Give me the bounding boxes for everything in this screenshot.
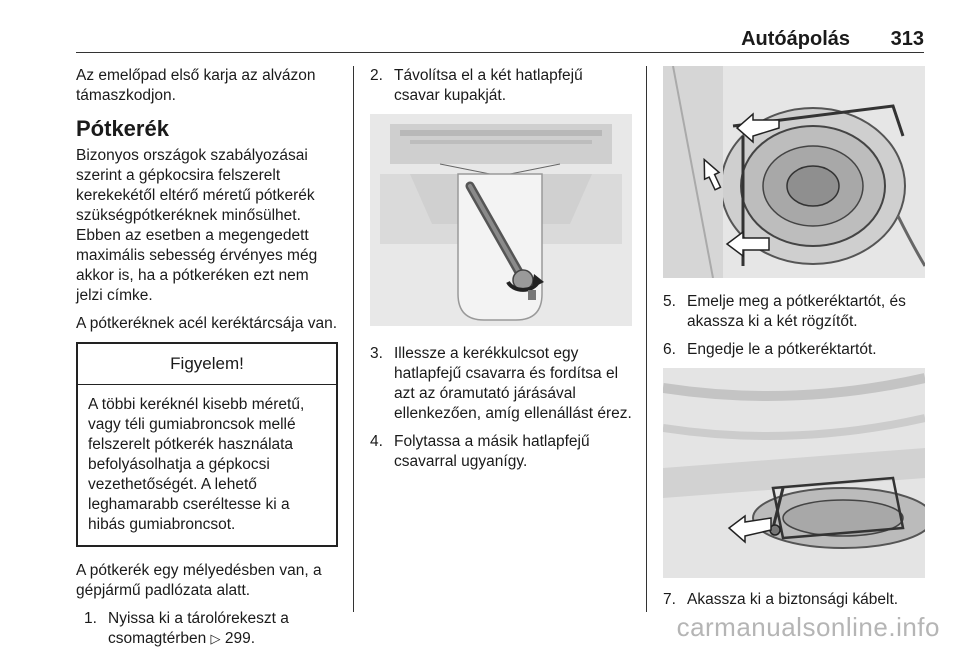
section-heading: Pótkerék	[76, 116, 169, 141]
location-paragraph: A pótkerék egy mélyedésben van, a gépjármű padlózata alatt.	[76, 562, 322, 599]
page-number: 313	[890, 28, 924, 50]
column-3	[663, 66, 925, 618]
spare-wheel-paragraph: Bizonyos országok szabályozásai szerint a gépkocsira felszerelt kerekekétől eltérő méretű pótkerék szükségpótkeréknek minősülhet. Ebben az esetben a megengedett maximális sebesség érvényes még akkor is, ha a pótkeréken ezt nem jelzi címke.	[76, 147, 318, 304]
column-divider-2	[646, 66, 647, 612]
step-3	[370, 344, 632, 424]
page-ref-arrow-icon: ▷	[210, 632, 221, 647]
section-title: Autóápolás	[741, 28, 850, 50]
column-divider-1	[353, 66, 354, 612]
step-number: 6.	[663, 341, 676, 358]
step-text: Akassza ki a biztonsági kábelt.	[687, 591, 899, 608]
step-text: Nyissa ki a tárolórekeszt a csomagtérben ▷ 299.	[108, 610, 289, 647]
step-text: Engedje le a pótkeréktartót.	[687, 341, 877, 358]
step-text: Távolítsa el a két hatlapfejű csavar kupakját.	[394, 67, 583, 104]
warning-title: Figyelem!	[78, 344, 336, 385]
safety-cable-illustration	[663, 368, 925, 578]
step-number: 5.	[663, 293, 676, 310]
page-reference-link[interactable]: 299.	[224, 630, 256, 647]
column-1	[76, 66, 338, 658]
watermark: carmanualsonline.info	[676, 612, 940, 642]
step-1	[76, 609, 338, 650]
step-number: 1.	[84, 610, 97, 627]
step-text: Illessze a kerékkulcsot egy hatlapfejű csavarra és fordítsa el azt az óramutató járásával ellenkezően, amíg ellenállást érez.	[394, 345, 632, 422]
intro-text: Az emelőpad első karja az alvázon támaszkodjon.	[76, 67, 316, 104]
step-number: 7.	[663, 591, 676, 608]
spare-wheel-carrier-illustration	[663, 66, 925, 278]
step-number: 4.	[370, 433, 383, 450]
steel-rim-paragraph: A pótkeréknek acél keréktárcsája van.	[76, 315, 338, 332]
step-4	[370, 432, 632, 472]
step-number: 2.	[370, 67, 383, 84]
warning-body: A többi keréknél kisebb méretű, vagy téli gumiabroncsok mellé felszerelt pótkerék használata befolyásolhatja a gépkocsi vezethetőségét. A lehető leghamarabb cseréltesse ki a hibás gumiabroncsot.	[88, 396, 305, 533]
step-text: Emelje meg a pótkeréktartót, és akassza ki a két rögzítőt.	[687, 293, 906, 330]
header-divider	[76, 52, 924, 53]
step-number: 3.	[370, 345, 383, 362]
step-2	[370, 66, 632, 106]
column-2	[370, 66, 632, 480]
warning-box	[76, 342, 338, 547]
step-6	[663, 340, 925, 360]
step-text: Folytassa a másik hatlapfejű csavarral ugyanígy.	[394, 433, 590, 470]
trunk-wrench-illustration	[370, 114, 632, 326]
step-7	[663, 590, 925, 610]
step-5	[663, 292, 925, 332]
